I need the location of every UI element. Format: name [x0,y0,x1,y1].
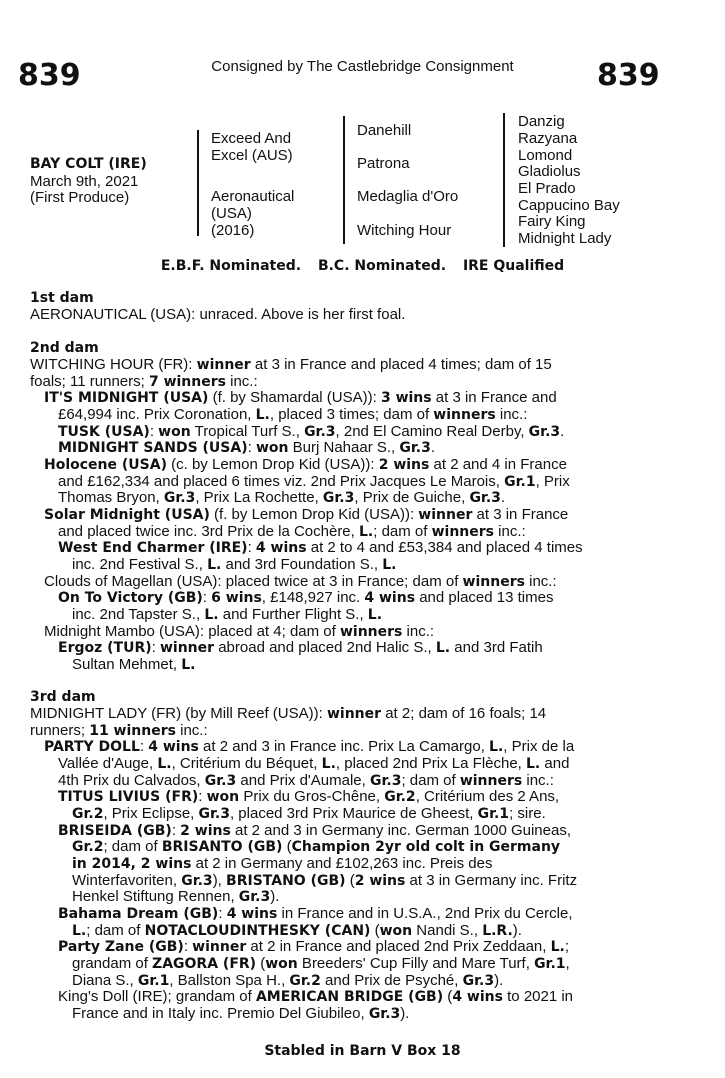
text-line: IT'S MIDNIGHT (USA) (f. by Shamardal (USA)): 3 wins at 3 in France and [44,389,557,406]
first-dam-heading: 1st dam [30,290,94,306]
text-line: Bahama Dream (GB): 4 wins in France and in U.S.A., 2nd Prix du Cercle, [58,905,573,922]
grandsire-maternal: Medaglia d'Oro [357,188,459,205]
lot-number-right: 839 [597,58,660,93]
nomination-ebf: E.B.F. Nominated. [160,258,302,274]
granddam-maternal: Witching Hour [357,222,452,239]
ggp-8: Midnight Lady [518,230,612,247]
dam-line-3: (2016) [211,222,255,239]
text-line: Henkel Stiftung Rennen, Gr.3). [72,888,280,905]
text-line: PARTY DOLL: 4 wins at 2 and 3 in France inc. Prix La Camargo, L., Prix de la [44,738,575,755]
text-line: BRISEIDA (GB): 2 wins at 2 and 3 in Germany inc. German 1000 Guineas, [58,822,572,839]
text-line: and placed twice inc. 3rd Prix de la Cochère, L.; dam of winners inc.: [58,523,526,540]
text-line: L.; dam of NOTACLOUDINTHESKY (CAN) (won Nandi S., L.R.). [72,922,522,939]
ggp-6: Cappucino Bay [518,197,620,214]
sire-line-2: Excel (AUS) [211,147,293,164]
ggp-7: Fairy King [518,213,586,230]
text-line: Thomas Bryon, Gr.3, Prix La Rochette, Gr.3, Prix de Guiche, Gr.3. [58,489,506,506]
horse-note: (First Produce) [30,189,130,206]
text-line: runners; 11 winners inc.: [30,722,208,739]
ggp-3: Lomond [518,147,573,164]
first-dam-text: AERONAUTICAL (USA): unraced. Above is her first foal. [30,306,406,323]
text-line: Holocene (USA) (c. by Lemon Drop Kid (USA)): 2 wins at 2 and 4 in France [44,456,567,473]
sire-line-1: Exceed And [211,130,292,147]
pedigree-divider-1 [197,130,199,236]
text-line: MIDNIGHT SANDS (USA): won Burj Nahaar S., Gr.3. [58,439,436,456]
third-dam-heading: 3rd dam [30,689,96,705]
text-line: Party Zane (GB): winner at 2 in France and placed 2nd Prix Zeddaan, L.; [58,938,570,955]
text-line: West End Charmer (IRE): 4 wins at 2 to 4 and £53,384 and placed 4 times [58,539,583,556]
text-line: and £162,334 and placed 6 times viz. 2nd Prix Jacques Le Marois, Gr.1, Prix [58,473,570,490]
nomination-ire: IRE Qualified [462,258,565,274]
ggp-5: El Prado [518,180,576,197]
text-line: Gr.2; dam of BRISANTO (GB) (Champion 2yr old colt in Germany [72,838,561,855]
horse-sex: BAY COLT (IRE) [30,156,147,172]
text-line: 4th Prix du Calvados, Gr.3 and Prix d'Aumale, Gr.3; dam of winners inc.: [58,772,554,789]
text-line: Gr.2, Prix Eclipse, Gr.3, placed 3rd Prix Maurice de Gheest, Gr.1; sire. [72,805,546,822]
text-line: Ergoz (TUR): winner abroad and placed 2nd Halic S., L. and 3rd Fatih [58,639,543,656]
ggp-4: Gladiolus [518,163,581,180]
text-line: grandam of ZAGORA (FR) (won Breeders' Cup Filly and Mare Turf, Gr.1, [72,955,570,972]
text-line: Clouds of Magellan (USA): placed twice at 3 in France; dam of winners inc.: [44,573,557,590]
text-line: Vallée d'Auge, L., Critérium du Béquet, L., placed 2nd Prix La Flèche, L. and [58,755,570,772]
text-line: TITUS LIVIUS (FR): won Prix du Gros-Chêne, Gr.2, Critérium des 2 Ans, [58,788,560,805]
nominations [0,258,725,274]
second-dam-heading: 2nd dam [30,340,99,356]
lot-number-left: 839 [18,58,81,93]
dam-line-1: Aeronautical [211,188,295,205]
text-line: Winterfavoriten, Gr.3), BRISTANO (GB) (2 wins at 3 in Germany inc. Fritz [72,872,578,889]
text-line: King's Doll (IRE); grandam of AMERICAN BRIDGE (GB) (4 wins to 2021 in [58,988,574,1005]
text-line: On To Victory (GB): 6 wins, £148,927 inc. 4 wins and placed 13 times [58,589,554,606]
pedigree-divider-3 [503,113,505,247]
stabling-info: Stabled in Barn V Box 18 [264,1043,461,1059]
horse-foaled: March 9th, 2021 [30,173,139,190]
text-line: £64,994 inc. Prix Coronation, L., placed 3 times; dam of winners inc.: [58,406,528,423]
grandsire-paternal: Danehill [357,122,412,139]
pedigree-divider-2 [343,116,345,244]
text-line: inc. 2nd Festival S., L. and 3rd Foundation S., L. [72,556,397,573]
text-line: WITCHING HOUR (FR): winner at 3 in France and placed 4 times; dam of 15 [30,356,552,373]
text-line: in 2014, 2 wins at 2 in Germany and £102,263 inc. Preis des [72,855,493,872]
ggp-2: Razyana [518,130,578,147]
text-line: inc. 2nd Tapster S., L. and Further Flight S., L. [72,606,383,623]
dam-line-2: (USA) [211,205,252,222]
consignor: Consigned by The Castlebridge Consignment [211,58,514,75]
granddam-paternal: Patrona [357,155,410,172]
text-line: MIDNIGHT LADY (FR) (by Mill Reef (USA)): winner at 2; dam of 16 foals; 14 [30,705,547,722]
text-line: foals; 11 runners; 7 winners inc.: [30,373,258,390]
text-line: Midnight Mambo (USA): placed at 4; dam of winners inc.: [44,623,435,640]
ggp-1: Danzig [518,113,565,130]
text-line: France and in Italy inc. Premio Del Giubileo, Gr.3). [72,1005,410,1022]
text-line: Sultan Mehmet, L. [72,656,196,673]
nomination-bc: B.C. Nominated. [317,258,447,274]
text-line: Solar Midnight (USA) (f. by Lemon Drop Kid (USA)): winner at 3 in France [44,506,569,523]
text-line: TUSK (USA): won Tropical Turf S., Gr.3, 2nd El Camino Real Derby, Gr.3. [58,423,565,440]
text-line: Diana S., Gr.1, Ballston Spa H., Gr.2 and Prix de Psyché, Gr.3). [72,972,504,989]
